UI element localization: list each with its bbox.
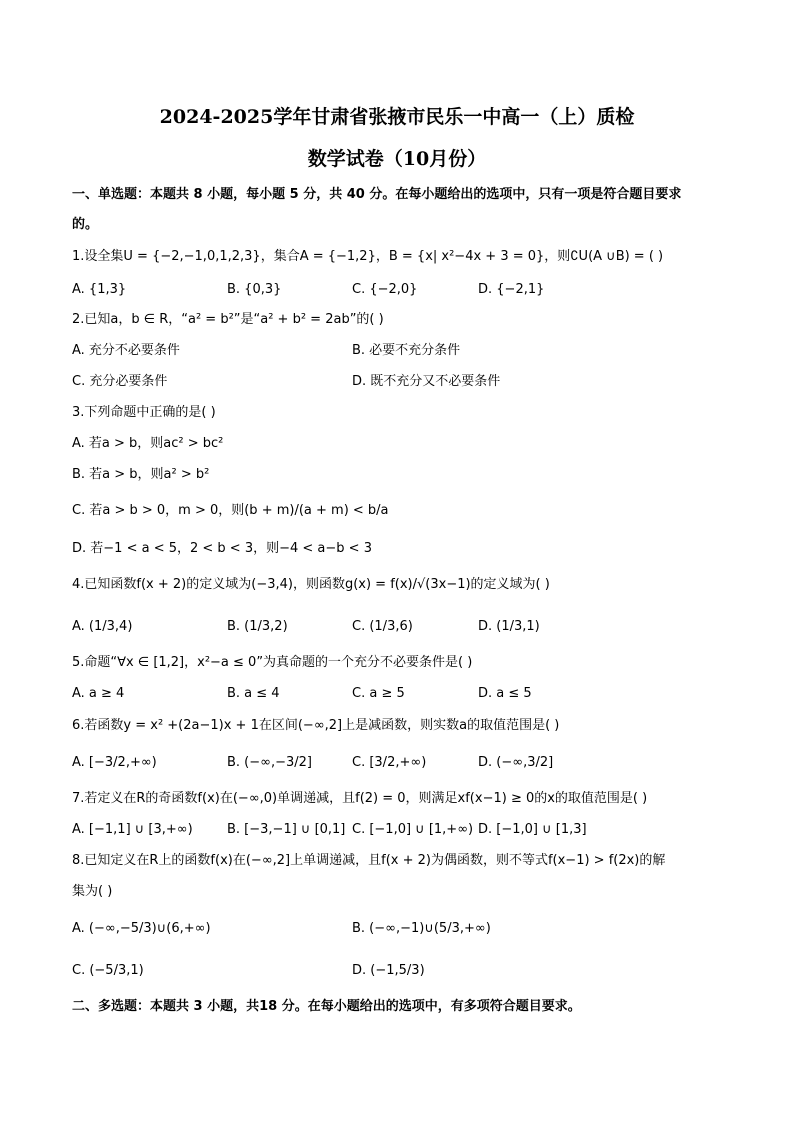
q7-option-b: B. [−3,−1] ∪ [0,1] — [227, 822, 346, 837]
q5-option-d: D. a ≤ 5 — [478, 686, 532, 701]
q6-option-a: A. [−3/2,+∞) — [72, 755, 157, 770]
q2-option-d: D. 既不充分又不必要条件 — [352, 374, 501, 389]
q2-option-b: B. 必要不充分条件 — [352, 343, 461, 358]
q1-option-d: D. {−2,1} — [478, 282, 545, 297]
q2-stem: 2.已知a，b ∈ R，“a² = b²”是“a² + b² = 2ab”的( ) — [72, 312, 384, 327]
q1-option-b: B. {0,3} — [227, 282, 282, 297]
section1-heading-line2: 的。 — [72, 217, 99, 232]
q7-option-c: C. [−1,0] ∪ [1,+∞) — [352, 822, 474, 837]
q7-stem: 7.若定义在R的奇函数f(x)在(−∞,0)单调递减，且f(2) = 0，则满足xf(x−1) ≥ 0的x的取值范围是( ) — [72, 791, 648, 806]
q2-option-a: A. 充分不必要条件 — [72, 343, 180, 358]
q8-option-c: C. (−5/3,1) — [72, 963, 144, 978]
q8-option-a: A. (−∞,−5/3)∪(6,+∞) — [72, 921, 211, 936]
q1-option-c: C. {−2,0} — [352, 282, 418, 297]
q6-option-d: D. (−∞,3/2] — [478, 755, 554, 770]
q6-option-b: B. (−∞,−3/2] — [227, 755, 312, 770]
page-subtitle: 数学试卷（10月份） — [307, 148, 487, 170]
q7-option-d: D. [−1,0] ∪ [1,3] — [478, 822, 587, 837]
q7-option-a: A. [−1,1] ∪ [3,+∞) — [72, 822, 193, 837]
section1-heading-line1: 一、单选题：本题共 8 小题，每小题 5 分，共 40 分。在每小题给出的选项中，只有一项是符合题目要求 — [72, 187, 682, 202]
q8-stem-line2: 集为( ) — [72, 884, 113, 899]
q4-option-c: C. (1/3,6) — [352, 619, 413, 634]
q5-option-c: C. a ≥ 5 — [352, 686, 405, 701]
q4-stem: 4.已知函数f(x + 2)的定义域为(−3,4)，则函数g(x) = f(x)/√(3x−1)的定义域为( ) — [72, 577, 550, 592]
q3-option-d: D. 若−1 < a < 5，2 < b < 3，则−4 < a−b < 3 — [72, 541, 372, 556]
q3-stem: 3.下列命题中正确的是( ) — [72, 405, 216, 420]
q5-option-a: A. a ≥ 4 — [72, 686, 125, 701]
q1-option-a: A. {1,3} — [72, 282, 127, 297]
q6-option-c: C. [3/2,+∞) — [352, 755, 427, 770]
section2-heading: 二、多选题：本题共 3 小题，共18 分。在每小题给出的选项中，有多项符合题目要求。 — [72, 999, 581, 1014]
q8-option-b: B. (−∞,−1)∪(5/3,+∞) — [352, 921, 491, 936]
q5-option-b: B. a ≤ 4 — [227, 686, 280, 701]
page-title: 2024-2025学年甘肃省张掖市民乐一中高一（上）质检 — [159, 106, 635, 128]
q3-option-a: A. 若a > b，则ac² > bc² — [72, 436, 224, 451]
q8-stem-line1: 8.已知定义在R上的函数f(x)在(−∞,2]上单调递减，且f(x + 2)为偶函数，则不等式f(x−1) > f(2x)的解 — [72, 853, 666, 868]
q5-stem: 5.命题“∀x ∈ [1,2]，x²−a ≤ 0”为真命题的一个充分不必要条件是( ) — [72, 655, 473, 670]
q3-option-c: C. 若a > b > 0，m > 0，则(b + m)/(a + m) < b/a — [72, 503, 389, 518]
q4-option-a: A. (1/3,4) — [72, 619, 133, 634]
q6-stem: 6.若函数y = x² +(2a−1)x + 1在区间(−∞,2]上是减函数，则实数a的取值范围是( ) — [72, 718, 560, 733]
q3-option-b: B. 若a > b，则a² > b² — [72, 467, 210, 482]
q4-option-d: D. (1/3,1) — [478, 619, 540, 634]
q1-stem: 1.设全集U = {−2,−1,0,1,2,3}，集合A = {−1,2}，B = {x| x²−4x + 3 = 0}，则∁U(A ∪B) = ( ) — [72, 249, 664, 264]
q8-option-d: D. (−1,5/3) — [352, 963, 425, 978]
q2-option-c: C. 充分必要条件 — [72, 374, 168, 389]
q4-option-b: B. (1/3,2) — [227, 619, 288, 634]
